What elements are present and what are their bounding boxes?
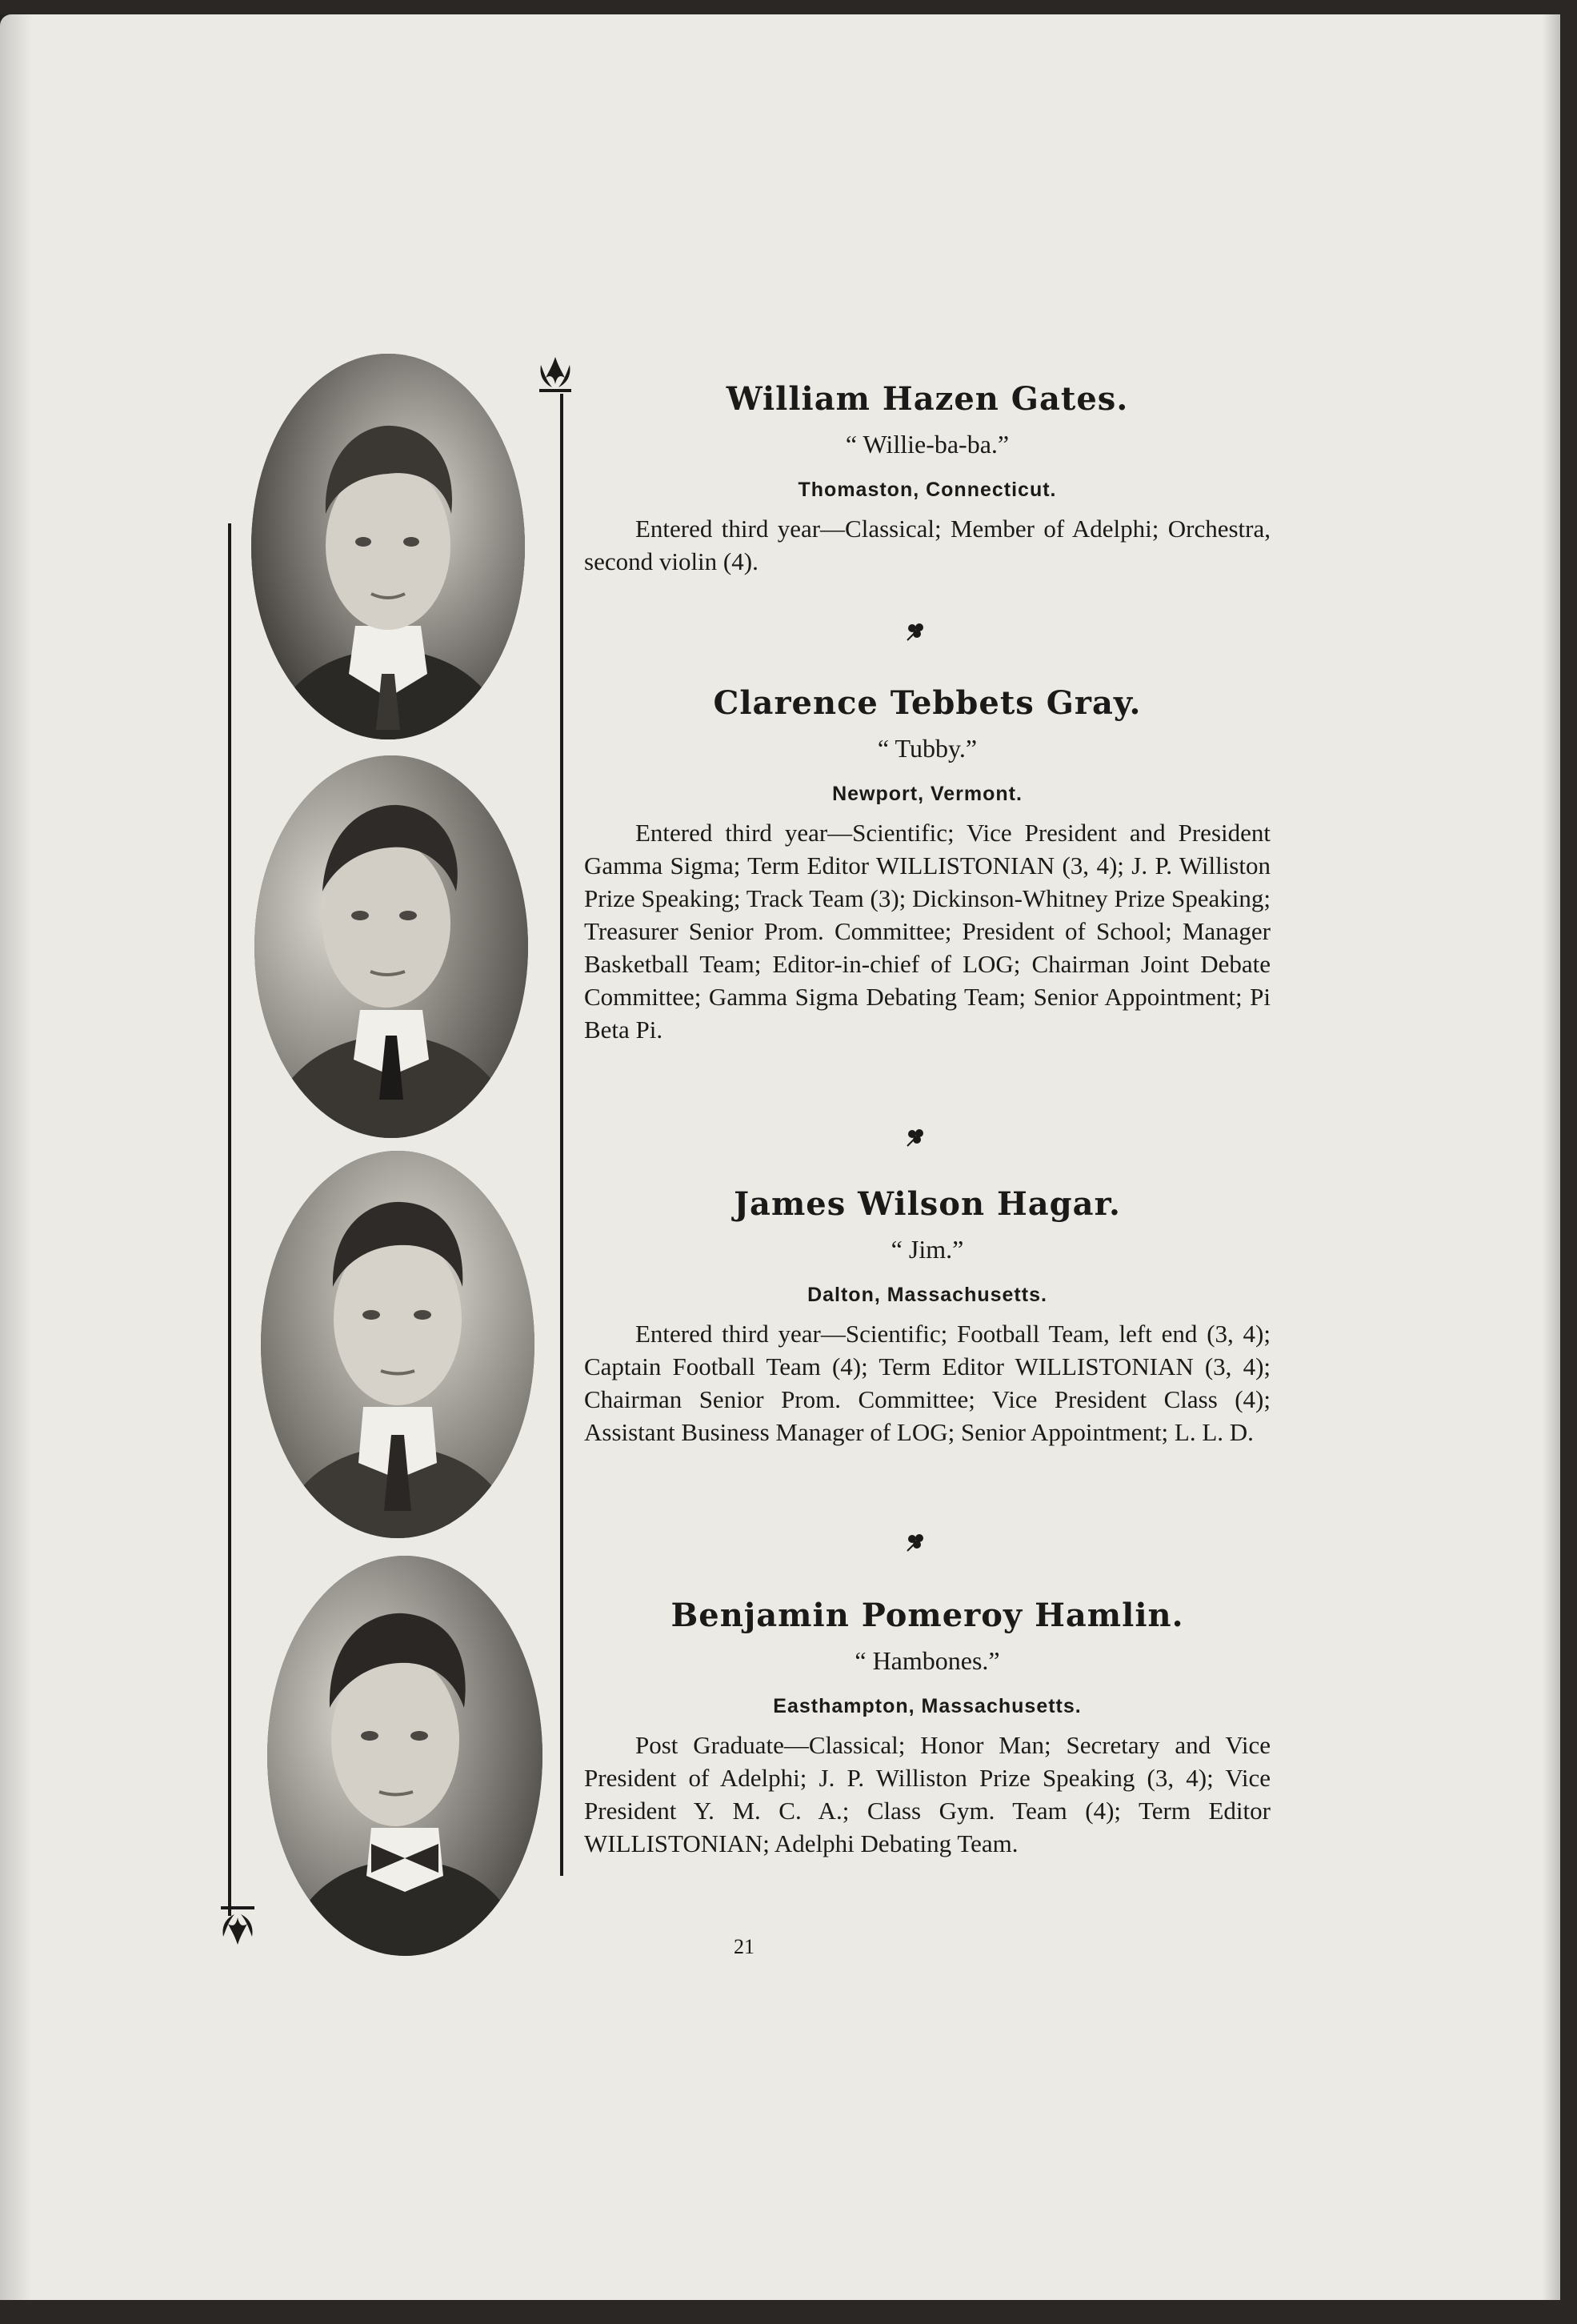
entry-hamlin [584,1593,1271,1860]
portrait-gates [251,354,525,739]
page-number: 21 [734,1935,754,1958]
clover-separator-icon [904,1532,927,1553]
student-hometown: Dalton, Massachusetts. [807,1284,1047,1306]
student-name: Benjamin Pomeroy Hamlin. [670,1597,1184,1634]
entry-gates [584,376,1271,578]
student-name: William Hazen Gates. [726,380,1129,418]
flame-ornament-icon [534,354,576,397]
student-bio: Entered third year—Classical; Member of Adelphi; Orchestra, second violin (4). [584,515,1271,575]
vertical-rule-left [228,523,231,1916]
student-nickname: “ Hambones.” [855,1646,1000,1675]
student-nickname: “ Tubby.” [877,734,978,763]
student-name: James Wilson Hagar. [734,1185,1121,1223]
portrait-gray [254,755,528,1138]
student-nickname: “ Willie-ba-ba.” [845,430,1010,459]
flame-ornament-bottom-icon [216,1901,259,1948]
entry-gray [584,680,1271,1046]
entry-hagar [584,1181,1271,1448]
portrait-hamlin [267,1556,542,1956]
student-name: Clarence Tebbets Gray. [713,684,1142,722]
yearbook-page [0,14,1560,2300]
student-bio: Entered third year—Scientific; Vice President and President Gamma Sigma; Term Editor WILLISTONIAN (3, 4); J. P. Williston Prize Speaking; Track Team (3); Dickinson-Whitney Prize Speaking; Treasurer Senior Prom. Committee; President of School; Manager Basketball Team; Editor-in-chief of LOG; Chairman Joint Debate Committee; Gamma Sigma Debating Team; Senior Appointment; Pi Beta Pi. [584,819,1271,1044]
student-hometown: Easthampton, Massachusetts. [773,1695,1082,1717]
student-hometown: Newport, Vermont. [832,783,1023,805]
clover-separator-icon [904,1127,927,1148]
portrait-hagar [261,1151,534,1538]
student-bio: Post Graduate—Classical; Honor Man; Secretary and Vice President of Adelphi; J. P. Williston Prize Speaking (3, 4); Vice President Y. M. C. A.; Class Gym. Team (4); Term Editor WILLISTONIAN; Adelphi Debating Team. [584,1731,1271,1857]
clover-separator-icon [904,621,927,642]
student-hometown: Thomaston, Connecticut. [798,479,1057,501]
vertical-rule-right [560,394,563,1876]
student-nickname: “ Jim.” [891,1235,964,1264]
student-bio: Entered third year—Scientific; Football Team, left end (3, 4); Captain Football Team (4); Term Editor WILLISTONIAN (3, 4); Chairman Senior Prom. Committee; Vice President Class (4); Assistant Business Manager of LOG; Senior Appointment; L. L. D. [584,1320,1271,1446]
